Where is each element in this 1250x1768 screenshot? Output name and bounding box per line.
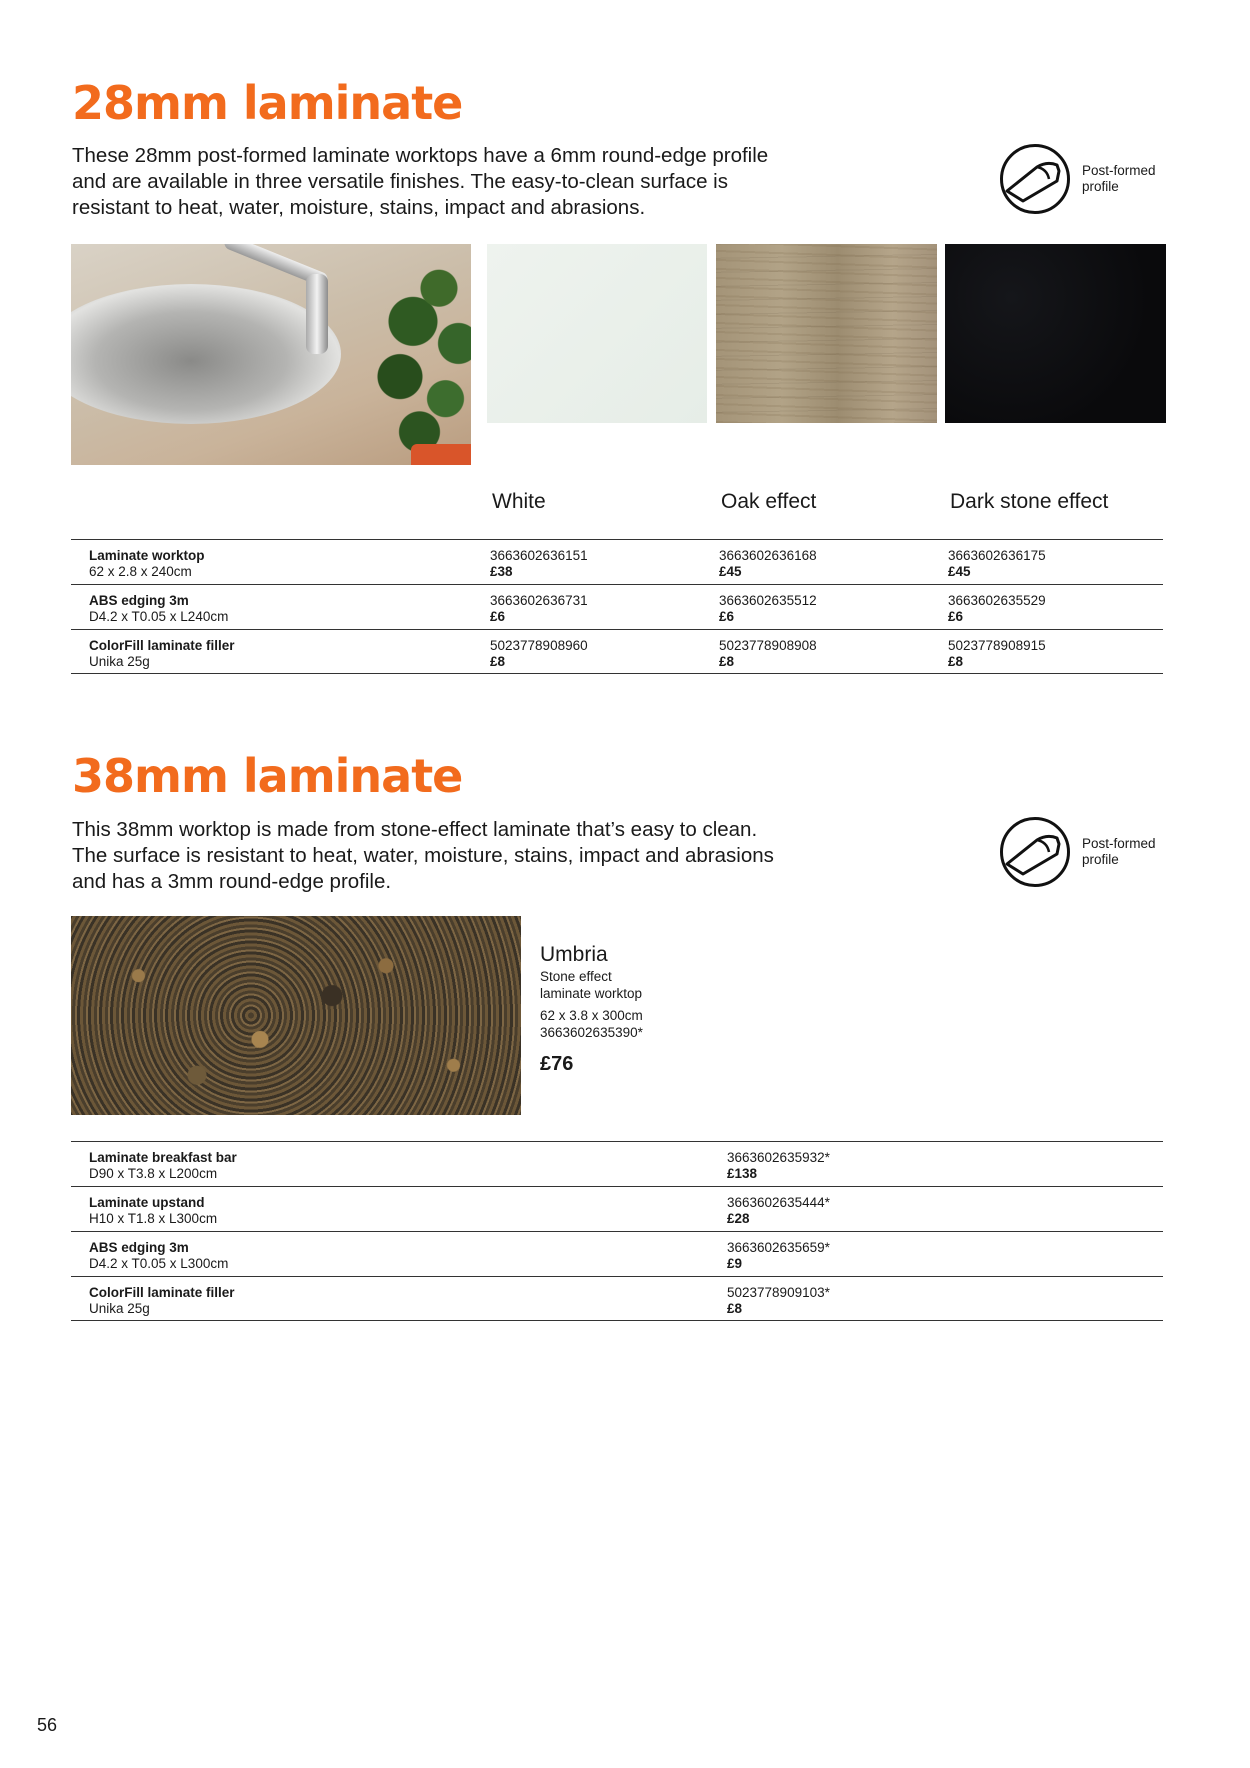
- column-header-white: White: [492, 490, 546, 513]
- table-row: ABS edging 3m D4.2 x T0.05 x L240cm 3663602636731 £6 3663602635512 £6 3663602635529 £6: [71, 584, 1163, 629]
- umbria-product-info: [540, 942, 643, 1076]
- page-number: 56: [37, 1715, 58, 1735]
- profile-label: Post-formed profile: [1082, 836, 1156, 867]
- table-28mm: [71, 539, 1163, 674]
- oak-effect-swatch: [716, 244, 937, 423]
- umbria-stone-swatch: [71, 916, 521, 1115]
- product-name: Umbria: [540, 943, 608, 966]
- product-size: 62 x 3.8 x 300cm: [540, 1008, 643, 1023]
- heading-38mm: 38mm laminate: [72, 749, 463, 803]
- profile-badge-28mm: [1000, 144, 1172, 214]
- profile-label: Post-formed profile: [1082, 163, 1156, 194]
- table-row: ColorFill laminate filler Unika 25g 5023778908960 £8 5023778908908 £8 5023778908915 £8: [71, 629, 1163, 674]
- product-code: 3663602635390*: [540, 1025, 643, 1040]
- intro-28mm: These 28mm post-formed laminate worktops have a 6mm round-edge profile and are available in three versatile finishes. The easy-to-clean surface is resistant to heat, water, moisture, stains, impact and abrasions.: [72, 144, 769, 219]
- table-row: ABS edging 3m D4.2 x T0.05 x L300cm 3663602635659* £9: [71, 1231, 1163, 1276]
- heading-28mm: 28mm laminate: [72, 76, 463, 130]
- post-formed-profile-icon: [1000, 817, 1070, 887]
- column-header-dark-stone: Dark stone effect: [950, 490, 1109, 513]
- column-header-oak: Oak effect: [721, 490, 817, 513]
- white-swatch: [487, 244, 707, 423]
- product-line-2: laminate worktop: [540, 986, 643, 1001]
- table-row: Laminate breakfast bar D90 x T3.8 x L200cm 3663602635932* £138: [71, 1141, 1163, 1186]
- product-price: £76: [540, 1053, 574, 1075]
- product-line-1: Stone effect: [540, 969, 612, 984]
- profile-badge-38mm: [1000, 817, 1172, 887]
- table-row: ColorFill laminate filler Unika 25g 5023778909103* £8: [71, 1276, 1163, 1321]
- table-row: Laminate upstand H10 x T1.8 x L300cm 3663602635444* £28: [71, 1186, 1163, 1231]
- post-formed-profile-icon: [1000, 144, 1070, 214]
- sink-worktop-photo: [71, 244, 471, 465]
- table-38mm: [71, 1141, 1163, 1321]
- table-row: Laminate worktop 62 x 2.8 x 240cm 3663602636151 £38 3663602636168 £45 3663602636175 £45: [71, 539, 1163, 584]
- dark-stone-swatch: [945, 244, 1166, 423]
- intro-38mm: This 38mm worktop is made from stone-effect laminate that’s easy to clean. The surface is resistant to heat, water, moisture, stains, impact and abrasions and has a 3mm round-edge profile.: [72, 818, 774, 893]
